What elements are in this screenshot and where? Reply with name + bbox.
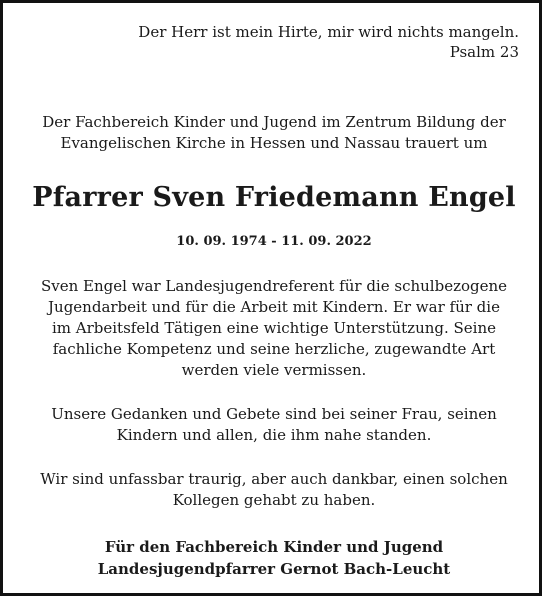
paragraph-line: Unsere Gedanken und Gebete sind bei seiner Frau, seinen xyxy=(51,405,497,423)
intro-line: Evangelischen Kirche in Hessen und Nassau trauert um xyxy=(60,134,488,152)
signature-person: Landesjugendpfarrer Gernot Bach-Leucht xyxy=(97,560,451,578)
gratitude-paragraph xyxy=(3,469,545,511)
paragraph-line: Kindern und allen, die ihm nahe standen. xyxy=(116,426,432,444)
paragraph-line: Jugendarbeit und für die Arbeit mit Kindern. Er war für die xyxy=(48,298,500,316)
verse-text: Der Herr ist mein Hirte, mir wird nichts mangeln. xyxy=(138,23,519,41)
signature-block xyxy=(3,536,545,580)
signature-department: Für den Fachbereich Kinder und Jugend xyxy=(104,538,444,556)
verse-reference: Psalm 23 xyxy=(449,43,519,61)
paragraph-line: Wir sind unfassbar traurig, aber auch dankbar, einen solchen xyxy=(40,470,508,488)
paragraph-line: Sven Engel war Landesjugendreferent für die schulbezogene xyxy=(40,277,508,295)
paragraph-line: werden viele vermissen. xyxy=(181,361,367,379)
deceased-name: Pfarrer Sven Friedemann Engel xyxy=(32,182,516,213)
life-dates: 10. 09. 1974 - 11. 09. 2022 xyxy=(176,234,372,249)
paragraph-line: Kollegen gehabt zu haben. xyxy=(172,491,376,509)
tribute-paragraph xyxy=(3,276,545,381)
intro-line: Der Fachbereich Kinder und Jugend im Zentrum Bildung der xyxy=(42,113,506,131)
condolence-paragraph xyxy=(3,404,545,446)
intro-text xyxy=(3,112,545,154)
paragraph-line: im Arbeitsfeld Tätigen eine wichtige Unterstützung. Seine xyxy=(51,319,497,337)
paragraph-line: fachliche Kompetenz und seine herzliche, zugewandte Art xyxy=(52,340,496,358)
bible-verse xyxy=(138,22,519,62)
